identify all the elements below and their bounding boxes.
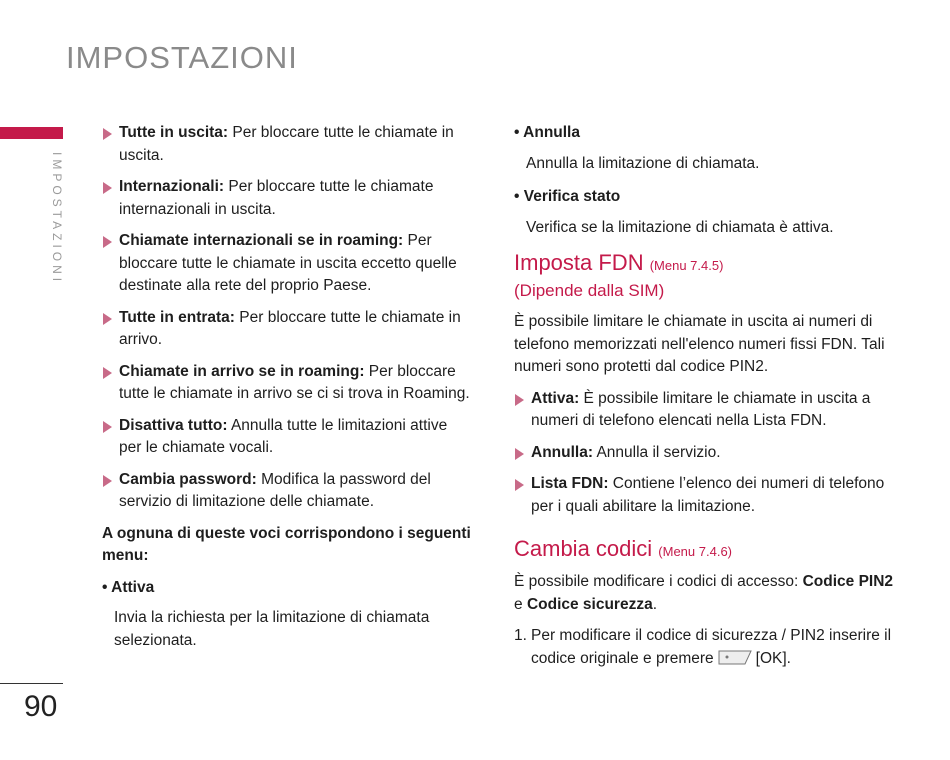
codes-intro-pre: È possibile modificare i codici di accesso: xyxy=(514,573,803,590)
accent-bar xyxy=(0,127,63,139)
fdn-title: Imposta FDN xyxy=(514,250,644,275)
codes-title: Cambia codici xyxy=(514,536,653,561)
fdn-menu-ref: (Menu 7.4.5) xyxy=(649,258,724,273)
bullet-text: Per bloccare tutte le chiamate internazionali in uscita. xyxy=(119,178,434,218)
codes-intro-pin2: Codice PIN2 xyxy=(802,573,894,590)
attiva-heading: • Attiva xyxy=(102,578,155,596)
arrow-bullet-icon xyxy=(103,313,112,325)
arrow-bullet-icon xyxy=(103,236,112,248)
annulla-heading: • Annulla xyxy=(514,124,580,141)
bullet-term: Disattiva tutto: xyxy=(119,416,228,434)
codes-intro-mid: e xyxy=(514,595,527,613)
bullet-text: Modifica la password del servizio di limitazione delle chiamate. xyxy=(119,470,431,510)
bullet-term: Tutte in entrata: xyxy=(119,308,235,326)
verifica-heading: • Verifica stato xyxy=(514,188,621,205)
bullet-term: Lista FDN: xyxy=(531,475,609,492)
arrow-bullet-icon xyxy=(515,394,524,406)
annulla-description: Annulla la limitazione di chiamata. xyxy=(526,154,760,172)
codes-intro-post: . xyxy=(652,595,658,613)
arrow-bullet-icon xyxy=(103,421,112,433)
bullet-item xyxy=(514,442,894,465)
page-header-title: IMPOSTAZIONI xyxy=(66,40,298,75)
bullet-text: Per bloccare tutte le chiamate in uscita eccetto quelle destinate alla rete del proprio Paese. xyxy=(119,232,457,294)
codes-menu-ref: (Menu 7.4.6) xyxy=(658,544,732,559)
codes-section-title xyxy=(514,536,894,565)
arrow-bullet-icon xyxy=(515,479,524,491)
bullet-term: Chiamate internazionali se in roaming: xyxy=(119,232,404,249)
bullet-term: Annulla: xyxy=(531,443,593,461)
bullet-item xyxy=(102,230,472,298)
bullet-text: Annulla il servizio. xyxy=(593,443,721,461)
fdn-subtitle: (Dipende dalla SIM) xyxy=(514,281,665,300)
bullet-text: Annulla tutte le limitazioni attive per le chiamate vocali. xyxy=(119,416,448,456)
step-key-label: [OK]. xyxy=(755,649,791,667)
bullet-item xyxy=(102,361,472,406)
verifica-description: Verifica se la limitazione di chiamata è attiva. xyxy=(526,218,834,236)
bullet-term: Attiva: xyxy=(531,389,580,407)
arrow-bullet-icon xyxy=(515,448,524,460)
bullet-item xyxy=(514,388,894,433)
bullet-text: Per bloccare tutte le chiamate in arrivo. xyxy=(119,308,461,348)
submenu-heading: A ognuna di queste voci corrispondono i seguenti menu: xyxy=(102,524,471,564)
bullet-item xyxy=(102,307,472,352)
bullet-term: Internazionali: xyxy=(119,178,225,195)
codes-intro-security: Codice sicurezza xyxy=(526,595,653,613)
bullet-item xyxy=(102,469,472,514)
step-number: 1. xyxy=(514,627,527,644)
arrow-bullet-icon xyxy=(103,475,112,487)
side-section-label: IMPOSTAZIONI xyxy=(50,152,64,286)
fdn-intro: È possibile limitare le chiamate in uscita ai numeri di telefono memorizzati nell'elenco numeri fissi FDN. Tali numeri sono protetti dal codice PIN2. xyxy=(514,313,885,375)
bullet-term: Chiamate in arrivo se in roaming: xyxy=(119,362,365,380)
codes-step xyxy=(514,625,894,670)
bullet-text: È possibile limitare le chiamate in uscita a numeri di telefono elencati nella Lista FDN. xyxy=(531,389,871,429)
bullet-item xyxy=(514,473,894,518)
codes-intro xyxy=(514,571,894,616)
fdn-section-title xyxy=(514,250,894,279)
step-text: Per modificare il codice di sicurezza / PIN2 inserire il codice originale e premere xyxy=(531,627,892,667)
bullet-item xyxy=(102,176,472,221)
bullet-text: Per bloccare tutte le chiamate in uscita. xyxy=(119,124,454,164)
page-number: 90 xyxy=(24,690,58,723)
bullet-item xyxy=(102,415,472,460)
page-number-rule xyxy=(0,683,63,684)
right-column xyxy=(514,122,894,670)
bullet-term: Cambia password: xyxy=(119,470,257,488)
arrow-bullet-icon xyxy=(103,128,112,140)
attiva-description: Invia la richiesta per la limitazione di chiamata selezionata. xyxy=(114,609,430,649)
arrow-bullet-icon xyxy=(103,182,112,194)
arrow-bullet-icon xyxy=(103,367,112,379)
bullet-term: Tutte in uscita: xyxy=(119,124,229,141)
bullet-text: Contiene l’elenco dei numeri di telefono per i quali abilitare la limitazione. xyxy=(531,475,885,515)
bullet-text: Per bloccare tutte le chiamate in arrivo se ci si trova in Roaming. xyxy=(119,362,470,402)
left-column xyxy=(102,122,472,663)
bullet-item xyxy=(102,122,472,167)
left-soft-key-icon xyxy=(718,650,752,665)
